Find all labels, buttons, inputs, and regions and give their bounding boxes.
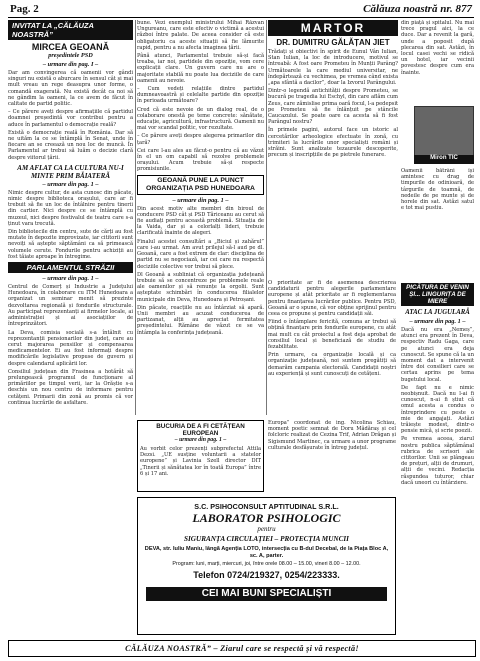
- paragraph: Nimic despre cultur, de asta cunosc din păcate, nimic despre biblioteca orașului, care ar fi trebuit să fie un loc de întâlnire pentru tinerii din cartier. Nici despre ce se întâmplă cu muzeul, nici despre festivalul de teatru care s-a ținut vara trecută.: [8, 189, 133, 227]
- paragraph: Finalul acestei consultări a „Biciul și zahărul” care i-au urmat. Am avut prilejul să-l aud pe dl. Geoană, care a fost extrem de clar: disciplina de partid nu se negociază, iar cei care nu respectă deciziile colective vor trebui să plece.: [137, 238, 264, 270]
- paragraph: Centrul de Comerț și Industrie a Județului Hunedoara, în colaborare cu ITM Hunedoara a organizat un seminar menit să prezinte dezvoltarea regională și fondurile structurale. Au participat reprezentanți ai firmelor locale, ai administrației și ai asociațiilor de întreprinzători.: [8, 284, 133, 328]
- paragraph: – Ce părere aveți despre afirmațiile că partidul doamnei președintă vor contribui pentru a aduce în parlamentul o democrație reală?: [8, 109, 133, 128]
- column-right-top: [401, 20, 474, 104]
- column-venin: [401, 283, 474, 633]
- article-box-europa: [268, 420, 396, 492]
- ad-company: S.C. PSIHOCONSULT APTITUDINAL S.R.L.: [194, 502, 339, 511]
- paragraph: Prin urmare, ca organizație locală și ca organizație județeană, noi suntem pregătiți să demarăm campania electorală. Candidații noștri au experiență și sunt cunoscuți de cetățeni.: [268, 352, 396, 377]
- paragraph: Consiliul județean din Frasinea a hotărât să prelungească programul de funcționare al primăriilor pe timpul verii, iar la Orăștie s-a deschis un nou centru de informare pentru cetățeni. Primarii din zonă au promis că vor continua lucrările de asfaltare.: [8, 368, 133, 406]
- paragraph: Dar am convingerea că oamenii vor gândi singuri nu există o aburcare în sensul cât și mai mult vreau un rege deasupra unor forme, o comandă exagerată. Nu există decât ca noi să ne gândim la oameni, la ce avem de făcut în calitate de partid politic.: [8, 70, 133, 108]
- paragraph: Cei care l-au ales au făcut-o pentru că au văzut în el un om capabil să rezolve problemele orașului. Acum trebuie să-și respecte promisiunile.: [137, 147, 264, 173]
- article-title: AM AFLAT CA LA CULTURA NU-I MINTE PRIM BĂIATERĂ: [17, 163, 124, 180]
- byline: – urmare din pag. 1 –: [42, 275, 99, 283]
- column-right-mid: [401, 168, 474, 276]
- article-title: GEOANĂ PUNE LA PUNCT ORGANIZAȚIA PSD HUNEDOARA: [146, 176, 255, 192]
- ad-services: SIGURANȚA CIRCULAȚIEI – PROTECȚIA MUNCII: [184, 535, 349, 543]
- paragraph: Există o democrație reală în România. Dar să ne uităm la ce se întâmplă în Senat, unde în fiecare an se creează un nou loc de muncă. În Parlamentul ar trebui să luăm o decizie clară despre viitorul țării.: [8, 129, 133, 161]
- paragraph: Dacă nu era „Nemeș”, atunci era prezent în Deva, respectiv Radu Gaga, care pe atunci era deja cunoscut. Se spune că la un moment dat a intervenit între doi consilieri care se certau aprins pe tema bugetului local.: [401, 327, 474, 383]
- paragraph: din piață și spitalul. Nu mai trece pragul aici, la ce duce. Dar a revenit la gară, unde a poposit după plecarea din sat. Astăzi, în locul casei vechi se ridică un hotel, iar vecinii povestesc despre cum era înainte.: [401, 20, 474, 76]
- page-footer: CĂLĂUZA NOASTRĂ” – Ziarul care se respectă și vă respectă!: [8, 640, 476, 657]
- paragraph: Europa” coordonat de ing. Nicolina Schiau, moment poetic semnat de Doru Mădăraș și cel folcloric realizat de Cezina Trif, Adrian Drăgan și Sigismund Martinec, ca urmare a unor programe culturale desfășurate în întreg județul.: [268, 420, 396, 451]
- paragraph: Până atunci, Parlamentul trebuie să-și facă treaba, iar noi, partidele din opoziție, vom cere explicații clare. Un guvern care nu are o majoritate stabilă nu poate lua deciziile de care oamenii au nevoie.: [137, 53, 264, 84]
- byline: – urmare din pag. I –: [42, 61, 99, 68]
- byline: – urmare din pag. 1 –: [174, 437, 227, 443]
- paragraph: De fapt nu e nimic neobișnuit. Dacă nu l-ai fi cunoscut, n-ai fi știut că omul acesta a condus o întreprindere cu peste o mie de angajați. Astăzi trăiește modest, dintr-o pensie mică, și scrie poezii.: [401, 384, 474, 435]
- ad-hours: Program: luni, marți, miercuri, joi, între orele 08.00 – 15.00, vineri 8.00 – 12.00.: [172, 561, 361, 567]
- column-divider: [266, 20, 267, 415]
- paragraph: Din acest motiv alte membri din biroul de conducere PSD cât și PSD Tăriceanu au cerut să fie audiați pentru această problemă. Situația de la Vaida, dar și a celorlalți lideri, trebuie clarificată înainte de alegeri.: [137, 205, 264, 237]
- article-title: BUCURIA DE A FI CETĂȚEAN EUROPEAN: [156, 423, 245, 437]
- newspaper-title: Călăuza noastră nr. 877: [363, 3, 472, 15]
- paragraph: Oamenii bătrâni își amintesc cu drag de timpurile de odinioară, de târgurile de toamnă, de nedeile de pe munte și de horele din sat. Astăzi satul e tot mai pustiu.: [401, 168, 474, 212]
- paragraph: Din păcate, reacțiile nu au întârziat să apară. Unii membri au acuzat conducerea de partizanat, alții au apreciat fermitatea președintelui. Rămâne de văzut ce se va întâmpla la conferința județeană.: [137, 304, 264, 336]
- section-bar: PARLAMENTUL STRĂZII: [8, 262, 133, 273]
- byline: – urmare din pag. 1 –: [42, 180, 99, 188]
- ad-psihoconsult: [137, 497, 396, 635]
- paragraph: Trădați și obiectivi în spirit de Eunul Vân Iulian, Stan Iulian, la loc de introducere, motivul se întreabă: A fost oare Prometeu în Munții Parâng? Următoarele la care mediul universitar, ne îndepărtează cu vechimea, pe vremea când exista „apa sfântă a dacilor”, doar la Izvorul Parângului.: [268, 49, 398, 87]
- page-header: [8, 3, 474, 18]
- paragraph: Pe vremea aceea, ziarul nostru publica săptămânal rubrica de scrisori ale cititorilor. Unii se plângeau de prețuri, alții de drumuri, alții de vecini. Redacția răspundea tuturor, chiar dacă uneori cu întârziere.: [401, 436, 474, 486]
- paragraph: Dl Geoană a subliniat că organizația județeană trebuie să se concentreze pe problemele reale ale oamenilor și să renunțe la orgolii. Sunt așteptate schimbări în conducerea filialelor municipale din Deva, Hunedoara și Petroșani.: [137, 271, 264, 303]
- article-box-bucuria: [137, 420, 264, 492]
- paragraph: În primele pagini, autorul face un istoric al cercetărilor arheologice efectuate în zonă, cu trimiteri la lucrările unor specialiști români și străini. Sunt analizate tezaurele descoperite, precum și inscripțiile de pe pietrele funerare.: [268, 127, 398, 159]
- column-middle: [137, 20, 264, 415]
- section-logo: MARTOR: [268, 20, 398, 36]
- paragraph: Fiind o întâmplare fericită, comuna ar trebui să obțină finanțare prin fondurile europene, cu atât mai mult cu cât proiectul a fost deja aprobat de consiliul local și beneficiază de studiu de fezabilitate.: [268, 319, 396, 351]
- column-divider: [135, 20, 136, 415]
- paragraph: – Ce părere aveți despre alegerea primarilor din țară?: [137, 133, 264, 146]
- paragraph: Dintr-o legendă antichității despre Prometeu, se bucură pe tragedia lui Eschyl, din care aflăm cum Zeus, care zămislise prima oară focul, l-a pedepsit pe Prometeu să fie înlănțuit pe stâncile Caucazului. Se poate oare ca acesta să fi fost Parângul nostru?: [268, 88, 398, 126]
- article-title: MIRCEA GEOANĂ: [31, 42, 110, 52]
- article-subtitle: președintele PSD: [48, 52, 93, 59]
- article-author: DR. DUMITRU GĂLĂȚAN JIET: [276, 38, 390, 47]
- paragraph: O prioritate ar fi de asemenea descrierea candidaturii pentru alegerile parlamentare europene și atât prioritate ar fi reglementarea pentru finanțarea lucrărilor publice. Pentru PSD, Geoană ar o spune, că vor obține sprijinul pentru ceea ce propune și pentru candidații săi.: [268, 280, 396, 318]
- column-left: [8, 20, 133, 635]
- paragraph: Au vorbit celor prezenți subprefectul Attila Dezsi. „UE susține voluntarii a statelor europene” și Lavinia Szell director DIT „Tinerii și sănătatea lor în toată Europa” între 6 și 17 ani.: [140, 446, 261, 477]
- ad-lab-title: LABORATOR PSIHOLOGIC: [192, 511, 341, 525]
- paragraph: – Cum vedeți relațiile dintre partidul dumneavoastră și celelalte partide din opoziție în perioada următoare?: [137, 86, 264, 105]
- byline: – urmare din pag. 1 –: [409, 318, 466, 325]
- paragraph: bune. Vezi exemplul ministrului Mihai Răzvan Ungureanu, care este efectiv o victimă a acestui război între palate. De aceea consider că este obligatoriu ca aceste situații să fie lămurite rapid, pentru a nu afecta imaginea țării.: [137, 20, 264, 51]
- paragraph: Cred că este nevoie de un dialog real, de o colaborare onestă pe teme concrete: sănătate, educație, agricultură, infrastructură. Oamenii nu mai vor scandal politic, vor rezultate.: [137, 106, 264, 132]
- paragraph: Din bibliotecile din centru, sute de cărți au fost mutate în depozite improvizate, iar cititorii sunt nevoiți să aștepte săptămâni ca să primească volumele cerute. Fondurile pentru achiziții au fost tăiate aproape în întregime.: [8, 229, 133, 260]
- ad-slogan: CEI MAI BUNI SPECIALIȘTI: [146, 587, 387, 601]
- paragraph: La Deva, comisia socială s-a întâlnit cu reprezentanții pensionarilor din județ, care au cerut majorarea pensiilor și compensarea medicamentelor. Ei au fost informați despre modificările legislative propuse de guvern și despre calendarul aplicării lor.: [8, 329, 133, 367]
- section-bar: PICĂTURA DE VENIN ȘI... LINGURIȚA DE MIERE: [401, 283, 474, 306]
- ad-address: DEVA, str. Iuliu Maniu, lângă Agenția LOTO, intersecția cu B-dul Decebal, de la Piața Bloc A, sc. A, parter.: [144, 546, 389, 559]
- byline: – urmare din pag. 1 –: [172, 196, 229, 204]
- page-number: Pag. 2: [10, 3, 39, 15]
- article-title: ATAC LA JUGULARĂ: [405, 309, 470, 316]
- ad-phone: Telefon 0724/219327, 0254/223333.: [193, 570, 340, 580]
- section-bar: INVITAT LA „CĂLĂUZA NOASTRĂ”: [8, 20, 133, 40]
- ad-pentru: pentru: [257, 525, 276, 533]
- photo-caption: Miron TIC: [414, 155, 474, 164]
- author-photo: [414, 106, 474, 156]
- column-martor-bottom: [268, 280, 396, 415]
- headline-box: [137, 175, 264, 195]
